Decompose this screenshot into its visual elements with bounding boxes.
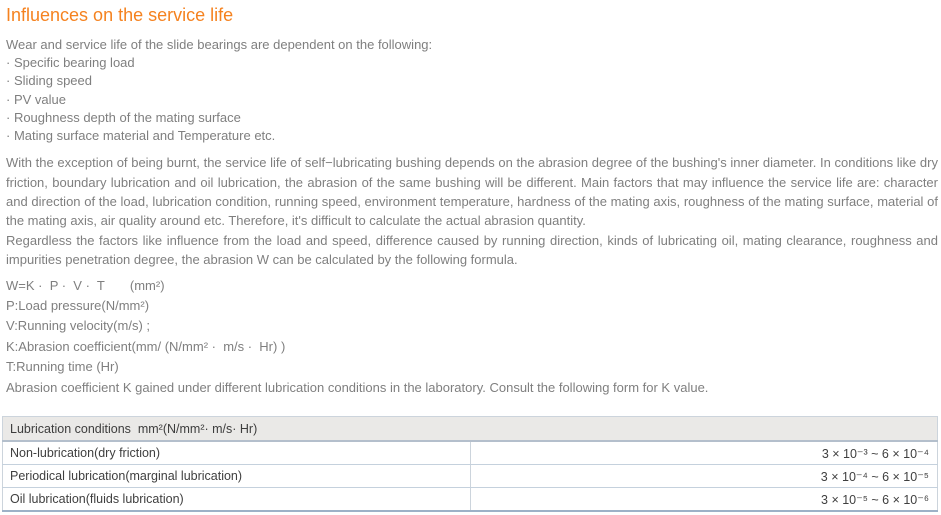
paragraph-abrasion-factors: With the exception of being burnt, the service life of self−lubricating bushing depends on the abrasion degree of the bushing's inner diameter. In conditions like dry friction, boundary lubrication and oil lubrication, the abrasion of the same bushing will be different. Main factors that may influence the service life are: character and direction of the load, lubrication condition, running speed, environment temperature, hardness of the mating axis, roughness of the mating surface, material of the mating axis, air quality around etc. Therefore, it's difficult to calculate the actual abrasion quantity. <box>6 155 938 229</box>
k-value-cell: 3 × 10⁻³ ~ 6 × 10⁻⁴ <box>470 441 938 465</box>
table-row-periodical-lubrication <box>3 465 938 488</box>
paragraph-formula-intro: Regardless the factors like influence from the load and speed, difference caused by running direction, kinds of lubricating oil, mating clearance, roughness and impurities penetration degree, the abrasion W can be calculated by the following formula. <box>6 232 938 268</box>
bullet-item-sliding-speed: · Sliding speed <box>6 73 92 89</box>
formula-def-running-time: T:Running time (Hr) <box>6 359 119 375</box>
intro-section <box>6 36 938 145</box>
condition-cell: Oil lubrication(fluids lubrication) <box>3 488 471 512</box>
formula-def-abrasion-coefficient: K:Abrasion coefficient(mm/ (N/mm² · m/s · Hr) ) <box>6 338 286 354</box>
table-header-lubrication-conditions: Lubrication conditions mm²(N/mm²· m/s· Hr) <box>3 417 938 442</box>
bullet-item-pv-value: · PV value <box>6 91 66 107</box>
bullet-item-bearing-load: · Specific bearing load <box>6 55 135 71</box>
condition-cell: Non-lubrication(dry friction) <box>3 441 471 465</box>
table-header-row <box>3 417 938 442</box>
k-value-table <box>2 416 938 512</box>
k-value-cell: 3 × 10⁻⁵ ~ 6 × 10⁻⁶ <box>470 488 938 512</box>
formula-equation: W=K · P · V · T (mm²) <box>6 277 165 293</box>
bullet-item-mating-surface: · Mating surface material and Temperature etc. <box>6 128 276 144</box>
formula-section <box>6 276 938 398</box>
table-row-non-lubrication <box>3 441 938 465</box>
intro-lead: Wear and service life of the slide bearings are dependent on the following: <box>6 37 433 52</box>
formula-def-running-velocity: V:Running velocity(m/s) ; <box>6 318 151 334</box>
bullet-item-roughness-depth: · Roughness depth of the mating surface <box>6 109 241 125</box>
k-value-cell: 3 × 10⁻⁴ ~ 6 × 10⁻⁵ <box>470 465 938 488</box>
formula-def-load-pressure: P:Load pressure(N/mm²) <box>6 298 150 314</box>
condition-cell: Periodical lubrication(marginal lubrication) <box>3 465 471 488</box>
formula-note: Abrasion coefficient K gained under different lubrication conditions in the laboratory. Consult the following form for K value. <box>6 379 709 395</box>
table-row-oil-lubrication <box>3 488 938 512</box>
page-title: Influences on the service life <box>6 5 234 25</box>
